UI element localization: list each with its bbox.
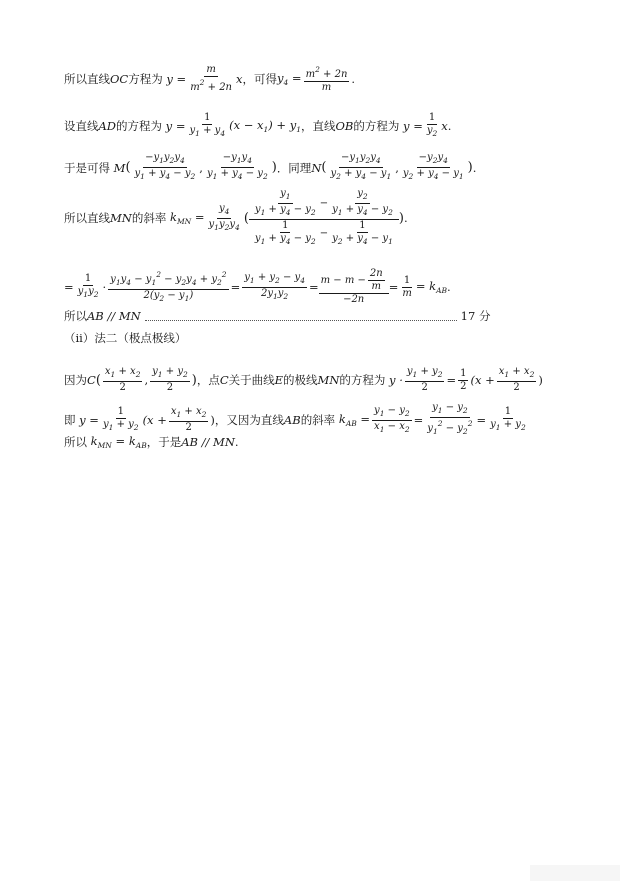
- line-slope-mn: 所以直线 MN 的斜率 $k_{MN}$ = $\frac{y_4}{y_1y_2y_4}$ ( $\frac{y_1}{y_1 + y_4 - y_2}$ − $\frac{y_2}{y_1 + y_4 - y_2}$ $\frac{1}{y_1 + y_4 - y_2}$ − $\frac{1}{y_2 + y_4 - y_1}$ ) .: [64, 188, 408, 246]
- text: ，直线: [301, 119, 336, 133]
- label-mn: MN: [110, 211, 132, 225]
- text: 即: [64, 413, 76, 427]
- fraction: $\frac{x_1 + x_2}{2}$: [104, 366, 141, 393]
- compound-fraction: m − m − $\frac{2n}{m}$ −2n: [319, 268, 389, 306]
- fraction: $\frac{1}{2}$: [460, 367, 467, 392]
- fraction: $\frac{y_1y_4 - y_1^2 - y_2y_4 + y_2^2}{2(y_2 - y_1)}$: [110, 270, 227, 303]
- fraction: $\frac{y_1 + y_2 - y_4}{2y_1y_2}$: [244, 271, 305, 301]
- fraction: $\frac{1}{y_1 + y_4}$: [189, 112, 226, 138]
- text: 所以直线: [64, 211, 110, 225]
- text: 的斜率: [131, 211, 167, 225]
- text: 所以: [64, 309, 87, 323]
- label-oc: OC: [110, 72, 129, 86]
- line-slope-simplification: = $\frac{1}{y_1y_2}$ · $\frac{y_1y_4 - y_1^2 - y_2y_4 + y_2^2}{2(y_2 - y_1)}$ = $\frac{y_1 + y_2 - y_4}{2y_1y_2}$ = m − m − $\frac{2n}{m}$ −2n = $\frac{1}{m}$ = $k_{AB}$ .: [64, 268, 451, 305]
- label-c: C: [219, 373, 229, 387]
- fraction: $\frac{y_1 + y_2}{2}$: [406, 366, 443, 393]
- line-final-conclusion: 所以 $k_{MN} = k_{AB}$ ，于是 AB // MN .: [64, 434, 239, 450]
- line-method-two-heading: [64, 330, 186, 346]
- text: 设直线: [64, 119, 99, 133]
- text: ，于是: [146, 435, 182, 449]
- fraction: $\frac{y_4}{y_1y_2y_4}$: [208, 202, 240, 232]
- line-ad-ob-equations: 设直线 AD 的方程为 y = $\frac{1}{y_1 + y_4}$ $(x - x_1) + y_1$ ，直线 OB 的方程为 y = $\frac{1}{y_2}$ x .: [64, 112, 452, 138]
- watermark: [530, 865, 620, 881]
- fraction: $\frac{m^2 + 2n}{m}$: [305, 65, 348, 93]
- fraction: $\frac{1}{y_2}$: [426, 112, 438, 138]
- heading: （ii）法二（极点极线）: [64, 331, 187, 345]
- fraction: $\frac{m}{m^2 + 2n}$: [190, 64, 232, 93]
- relation: AB // MN: [87, 309, 141, 323]
- dotted-leader: [145, 319, 457, 321]
- text: ，可得: [242, 72, 277, 86]
- score: 17 分: [460, 309, 491, 323]
- compound-fraction: $\frac{y_1}{y_1 + y_4 - y_2}$ − $\frac{y_2}{y_1 + y_4 - y_2}$ $\frac{1}{y_1 + y_4 - y_2}$ − $\frac{1}{y_2 + y_4 - y_1}$: [249, 188, 399, 248]
- fraction: $\frac{y_1 + y_2}{2}$: [152, 366, 188, 393]
- fraction: $\frac{1}{m}$: [402, 274, 412, 299]
- fraction: $\frac{-y_1y_4}{y_1 + y_4 - y_2}$: [206, 152, 268, 181]
- line-conclusion-17: [64, 308, 490, 324]
- text: 的斜率: [300, 413, 336, 427]
- text: 于是可得: [64, 160, 110, 175]
- text: ．同理: [276, 160, 312, 175]
- label-mn: MN: [317, 373, 340, 387]
- line-polar-equation: 因为 C ( $\frac{x_1 + x_2}{2}$ , $\frac{y_1 + y_2}{2}$ ) ，点 C 关于曲线 E 的极线 MN 的方程为 y · $\frac{y_1 + y_2}{2}$ = $\frac{1}{2}$ (x + $\frac{x_1 + x_2}{2}$ ): [64, 366, 543, 393]
- fraction: $\frac{1}{y_1y_2}$: [77, 273, 99, 299]
- line-points-mn: 于是可得 M ( $\frac{-y_1y_2y_4}{y_1 + y_4 - y_2}$ , $\frac{-y_1y_4}{y_1 + y_4 - y_2}$ ) ．同理 N ( $\frac{-y_1y_2y_4}{y_2 + y_4 - y_1}$ , $\frac{-y_2y_4}{y_2 + y_4 - y_1}$ ) .: [64, 152, 477, 181]
- text: 因为: [64, 373, 87, 387]
- fraction: $\frac{-y_2y_4}{y_2 + y_4 - y_1}$: [402, 152, 464, 181]
- text: 的方程为: [116, 119, 163, 133]
- text: 关于曲线: [228, 373, 275, 387]
- label-e: E: [274, 373, 284, 387]
- line-oc-equation: 所以直线 OC 方程为 y = $\frac{m}{m^2 + 2n}$ x ，可得 $y_4$ = $\frac{m^2 + 2n}{m}$ .: [64, 64, 356, 93]
- text: 的方程为: [339, 373, 386, 387]
- line-ab-slope: 即 y = $\frac{1}{y_1 + y_2}$ (x + $\frac{x_1 + x_2}{2}$ ) ，又因为直线 AB 的斜率 $k_{AB}$ = $\frac{y_1 - y_2}{x_1 - x_2}$ = $\frac{y_1 - y_2}{y_1^2 - y_2^2}$ = $\frac{1}{y_1 + y_2}$: [64, 402, 526, 436]
- text: ，又因为直线: [214, 413, 284, 427]
- text: 所以: [64, 435, 87, 449]
- fraction: $\frac{1}{y_1 + y_2}$: [490, 406, 526, 432]
- label-ob: OB: [335, 119, 354, 133]
- fraction: $\frac{x_1 + x_2}{2}$: [498, 366, 535, 393]
- text: ，点: [196, 373, 220, 387]
- text: 所以直线: [64, 72, 110, 86]
- fraction: $\frac{-y_1y_2y_4}{y_2 + y_4 - y_1}$: [330, 152, 392, 181]
- fraction: $\frac{x_1 + x_2}{2}$: [170, 406, 207, 433]
- label-ab: AB: [283, 413, 301, 427]
- relation: AB // MN: [181, 435, 235, 449]
- fraction: $\frac{y_1 - y_2}{y_1^2 - y_2^2}$: [427, 402, 473, 436]
- fraction: $\frac{1}{y_1 + y_2}$: [102, 406, 139, 432]
- text: 的极线: [283, 373, 318, 387]
- label-ad: AD: [98, 119, 117, 133]
- fraction: $\frac{y_1 - y_2}{x_1 - x_2}$: [374, 404, 410, 434]
- fraction: $\frac{-y_1y_2y_4}{y_1 + y_4 - y_2}$: [134, 152, 196, 181]
- text: 的方程为: [353, 119, 400, 133]
- text: 方程为: [128, 72, 163, 86]
